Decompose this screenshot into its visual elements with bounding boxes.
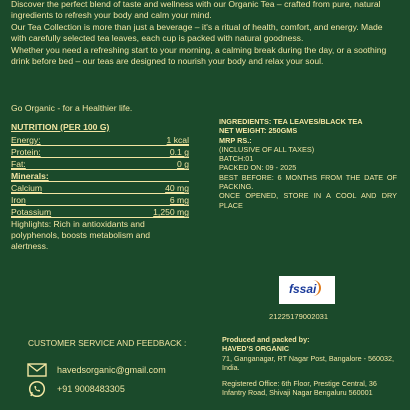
taxes-note: (INCLUSIVE OF ALL TAXES): [219, 144, 315, 154]
batch: BATCH:01: [219, 154, 254, 164]
minerals-label: Minerals:: [11, 171, 49, 181]
nutrition-label: Energy:: [11, 135, 41, 145]
nutrition-label: Fat:: [11, 159, 26, 169]
fssai-logo: [279, 276, 335, 304]
fssai-swoosh-icon: [311, 280, 321, 296]
mineral-value: 1,250 mg: [153, 207, 189, 217]
packed-on: PACKED ON: 09 - 2025: [219, 163, 297, 173]
fssai-logo-text: fssai: [289, 282, 317, 296]
tagline: Go Organic - for a Healthier life.: [11, 103, 133, 113]
storage-instructions: ONCE OPENED, STORE IN A COOL AND DRY PLACE: [219, 191, 397, 210]
packer-name: HAVED'S ORGANIC: [222, 344, 290, 354]
registered-office: Registered Office: 6th Floor, Prestige Central, 36 Infantry Road, Shivaji Nagar Bengaluru 560001: [222, 379, 377, 398]
packer-info: [222, 335, 402, 398]
product-info: [219, 117, 397, 210]
nutrition-row: [11, 158, 189, 170]
intro-paragraph-1: Discover the perfect blend of taste and wellness with our Organic Tea – crafted from pure, natural ingredients to refresh your body and calm your mind.: [11, 0, 381, 21]
intro-paragraph-3: Whether you need a refreshing start to your morning, a calming break during the day, or a soothing drink before bed – our teas are designed to nourish your body and relax your soul.: [11, 44, 387, 67]
nutrition-title: NUTRITION (PER 100 G): [11, 122, 110, 132]
packer-address: 71, Ganganagar, RT Nagar Post, Bangalore - 560032, India.: [222, 353, 394, 372]
mrp: MRP RS.:: [219, 135, 252, 145]
mineral-label: Potassium: [11, 207, 52, 217]
nutrition-row: [11, 134, 189, 146]
nutrition-highlights: Highlights: Rich in antioxidants and polyphenols, boosts metabolism and alertness.: [11, 219, 151, 252]
mineral-label: Calcium: [11, 183, 43, 193]
nutrition-value: 0 g: [177, 159, 189, 169]
fssai-license-number: 21225179002031: [269, 312, 329, 321]
ingredients: INGREDIENTS: TEA LEAVES/BLACK TEA: [219, 117, 363, 126]
minerals-heading: [11, 170, 189, 182]
nutrition-panel: [11, 122, 189, 253]
packer-heading: Produced and packed by:: [222, 335, 310, 344]
mineral-value: 40 mg: [165, 183, 189, 193]
mineral-row: [11, 206, 189, 218]
customer-service-heading: CUSTOMER SERVICE AND FEEDBACK :: [28, 338, 187, 348]
nutrition-value: 0.1 g: [169, 147, 189, 157]
email-contact[interactable]: [27, 362, 166, 378]
best-before: BEST BEFORE: 6 MONTHS FROM THE DATE OF PACKING.: [219, 172, 397, 192]
nutrition-row: [11, 146, 189, 158]
mineral-label: Iron: [11, 195, 26, 205]
nutrition-value: 1 kcal: [166, 135, 189, 145]
phone-number[interactable]: +91 9008483305: [57, 384, 125, 394]
email-address[interactable]: havedsorganic@gmail.com: [57, 365, 166, 375]
intro-paragraph-2: Our Tea Collection is more than just a beverage – it's a ritual of health, comfort, and energy. Made with carefully selected tea leaves, each cup is packed with natural goodness.: [11, 21, 383, 44]
intro-text: [11, 0, 399, 67]
nutrition-label: Protein:: [11, 147, 41, 157]
mail-icon: [27, 362, 47, 378]
net-weight: NET WEIGHT: 250GMS: [219, 126, 298, 136]
phone-contact[interactable]: [27, 381, 125, 397]
whatsapp-icon: [27, 381, 47, 397]
mineral-row: [11, 182, 189, 194]
mineral-value: 6 mg: [169, 195, 189, 205]
mineral-row: [11, 194, 189, 206]
